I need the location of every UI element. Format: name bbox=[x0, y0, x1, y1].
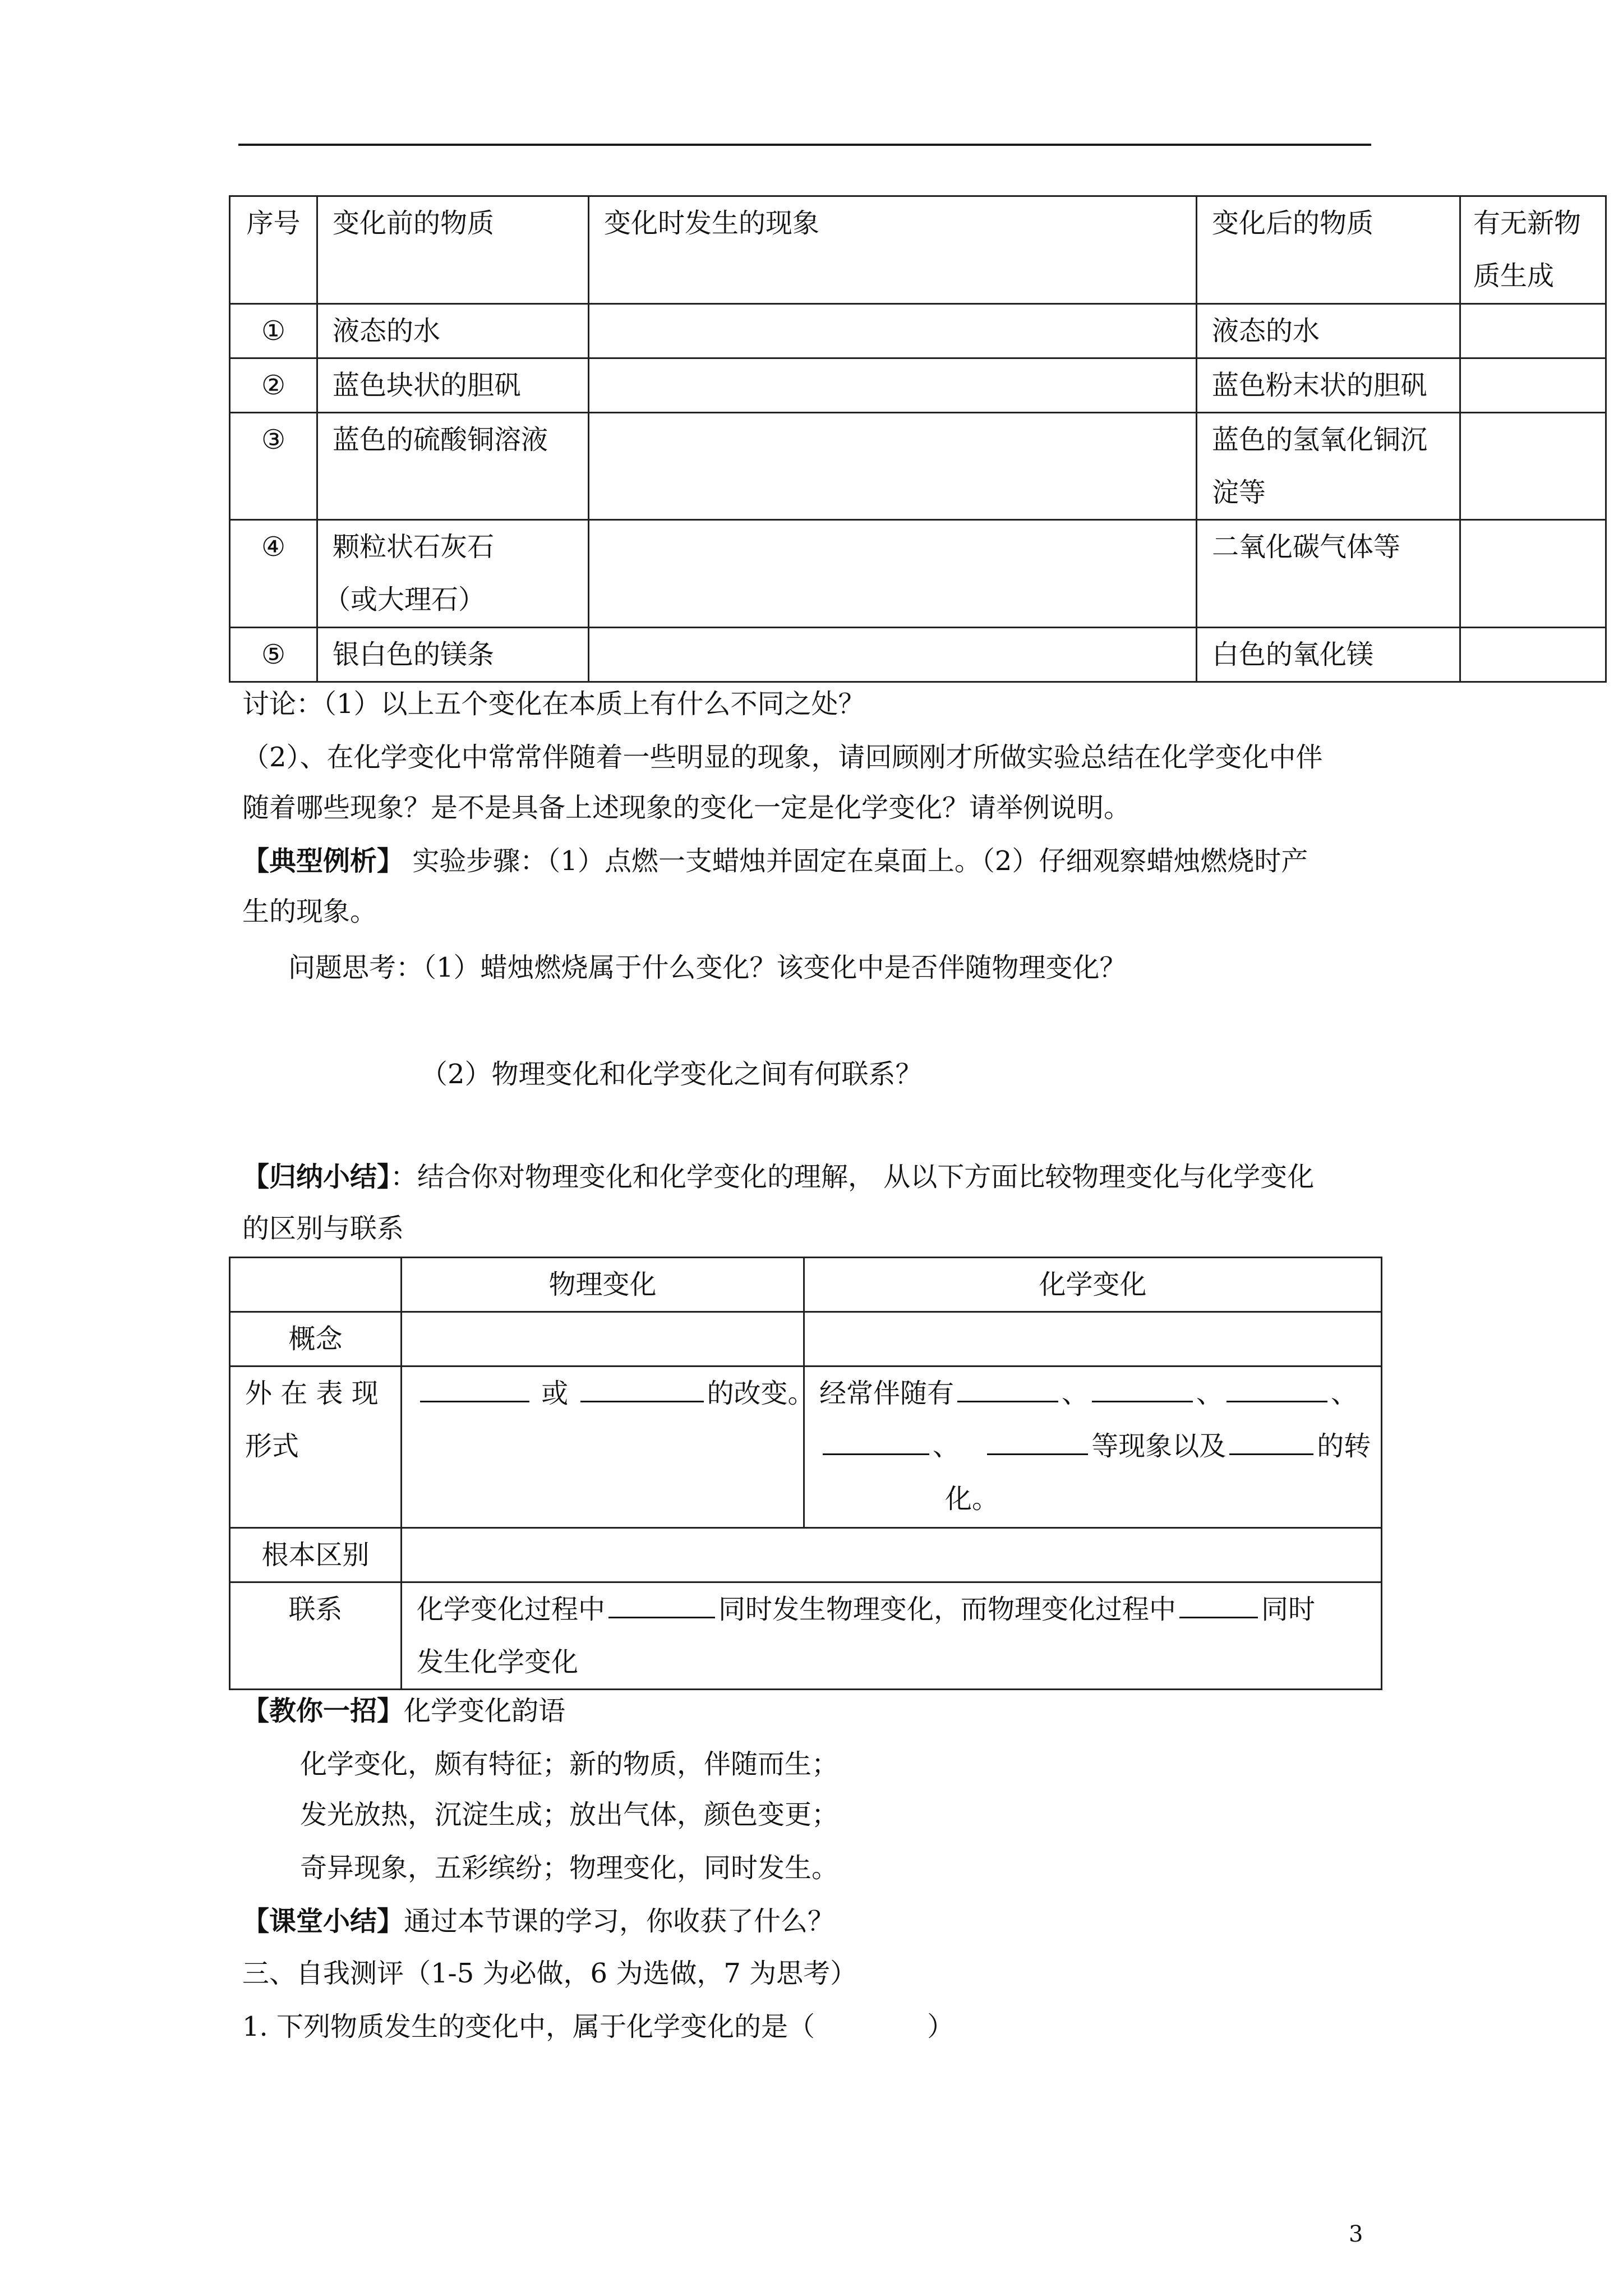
table-row bbox=[230, 1312, 1382, 1366]
self-test-heading: 三、自我测评（1-5 为必做，6 为选做，7 为思考） bbox=[242, 1958, 857, 1989]
header-rule bbox=[238, 144, 1371, 146]
link-text-d: 发生化学变化 bbox=[417, 1646, 579, 1678]
row-phenomenon bbox=[589, 358, 1197, 413]
or-text: 或 bbox=[541, 1378, 569, 1409]
page-number: 3 bbox=[1349, 2221, 1363, 2247]
fill-blank[interactable] bbox=[957, 1372, 1058, 1402]
row-before: 液态的水 bbox=[317, 304, 589, 358]
row-label-concept: 概念 bbox=[230, 1312, 402, 1366]
table-row bbox=[230, 520, 1606, 628]
concept-chemical bbox=[804, 1312, 1382, 1366]
row-index: ④ bbox=[230, 520, 317, 628]
concept-physical bbox=[402, 1312, 804, 1366]
change-text: 的改变。 bbox=[707, 1378, 815, 1409]
class-summary-label: 【课堂小结】 bbox=[242, 1906, 404, 1937]
think-question-2: （2）物理变化和化学变化之间有何联系？ bbox=[421, 1059, 923, 1090]
fill-blank[interactable] bbox=[420, 1372, 529, 1402]
header-physical-change: 物理变化 bbox=[402, 1258, 804, 1312]
example-paragraph bbox=[242, 844, 1308, 878]
rhyme-line-2: 发光放热，沉淀生成；放出气体，颜色变更； bbox=[300, 1799, 839, 1830]
header-phenomenon: 变化时发生的现象 bbox=[589, 196, 1197, 304]
link-text-c: 同时 bbox=[1261, 1594, 1316, 1625]
table-row bbox=[230, 413, 1606, 520]
separator: 、 bbox=[1331, 1378, 1358, 1409]
link-cell bbox=[402, 1582, 1382, 1690]
separator: 、 bbox=[933, 1430, 960, 1462]
example-text-b: 生的现象。 bbox=[242, 896, 377, 927]
row-before: 蓝色的硫酸铜溶液 bbox=[317, 413, 589, 520]
question-1-close: ） bbox=[927, 2011, 955, 2042]
row-label-difference: 根本区别 bbox=[230, 1528, 402, 1582]
fill-blank[interactable] bbox=[823, 1424, 929, 1455]
tips-heading bbox=[242, 1694, 565, 1728]
row-new-substance bbox=[1460, 413, 1606, 520]
table-row bbox=[230, 358, 1606, 413]
row-new-substance bbox=[1460, 304, 1606, 358]
header-new-substance: 有无新物质生成 bbox=[1460, 196, 1606, 304]
accompany-text: 经常伴随有 bbox=[819, 1378, 955, 1409]
row-phenomenon bbox=[589, 628, 1197, 682]
header-chemical-change: 化学变化 bbox=[804, 1258, 1382, 1312]
header-before: 变化前的物质 bbox=[317, 196, 589, 304]
row-after: 蓝色的氢氧化铜沉 淀等 bbox=[1197, 413, 1460, 520]
row-after: 液态的水 bbox=[1197, 304, 1460, 358]
fill-blank[interactable] bbox=[1179, 1588, 1258, 1618]
change-observation-table bbox=[229, 195, 1607, 683]
tips-label: 【教你一招】 bbox=[242, 1695, 404, 1727]
corner-cell bbox=[230, 1258, 402, 1312]
example-text-a: 实验步骤：（1）点燃一支蜡烛并固定在桌面上。（2）仔细观察蜡烛燃烧时产 bbox=[404, 845, 1308, 877]
row-index: ① bbox=[230, 304, 317, 358]
example-label: 【典型例析】 bbox=[242, 845, 404, 877]
row-before: 颗粒状石灰石 （或大理石） bbox=[317, 520, 589, 628]
table-row bbox=[230, 1528, 1382, 1582]
self-test-question-1 bbox=[242, 2010, 954, 2044]
row-phenomenon bbox=[589, 520, 1197, 628]
row-index: ② bbox=[230, 358, 317, 413]
comparison-header-row bbox=[230, 1258, 1382, 1312]
fill-blank[interactable] bbox=[608, 1588, 715, 1618]
separator: 、 bbox=[1196, 1378, 1224, 1409]
class-summary-text: 通过本节课的学习，你收获了什么？ bbox=[404, 1906, 835, 1937]
link-text-b: 同时发生物理变化，而物理变化过程中 bbox=[718, 1594, 1177, 1625]
row-phenomenon bbox=[589, 304, 1197, 358]
form-chemical bbox=[804, 1366, 1382, 1528]
row-before: 蓝色块状的胆矾 bbox=[317, 358, 589, 413]
row-new-substance bbox=[1460, 628, 1606, 682]
row-after: 二氧化碳气体等 bbox=[1197, 520, 1460, 628]
row-new-substance bbox=[1460, 358, 1606, 413]
row-label-form: 外 在 表 现 形式 bbox=[230, 1366, 402, 1528]
row-phenomenon bbox=[589, 413, 1197, 520]
table-row bbox=[230, 628, 1606, 682]
think-question-1: 问题思考：（1）蜡烛燃烧属于什么变化？该变化中是否伴随物理变化？ bbox=[288, 952, 1127, 983]
row-after: 蓝色粉末状的胆矾 bbox=[1197, 358, 1460, 413]
form-physical bbox=[402, 1366, 815, 1528]
header-index: 序号 bbox=[230, 196, 317, 304]
summary-text-a: ：结合你对物理变化和化学变化的理解， 从以下方面比较物理变化与化学变化 bbox=[390, 1161, 1315, 1193]
row-new-substance bbox=[1460, 520, 1606, 628]
summary-paragraph bbox=[242, 1160, 1314, 1194]
table-row bbox=[230, 1582, 1382, 1690]
table-row bbox=[230, 1366, 1382, 1528]
fill-blank[interactable] bbox=[1227, 1372, 1327, 1402]
fill-blank[interactable] bbox=[1092, 1372, 1193, 1402]
separator: 、 bbox=[1062, 1378, 1089, 1409]
discussion-q2a: （2）、在化学变化中常常伴随着一些明显的现象，请回顾刚才所做实验总结在化学变化中伴 bbox=[242, 742, 1323, 773]
row-label-link: 联系 bbox=[230, 1582, 402, 1690]
fill-blank[interactable] bbox=[1229, 1424, 1313, 1455]
discussion-q2b: 随着哪些现象？是不是具备上述现象的变化一定是化学变化？请举例说明。 bbox=[242, 792, 1131, 823]
discussion-q1: 讨论：（1）以上五个变化在本质上有什么不同之处？ bbox=[242, 688, 865, 720]
table-header-row bbox=[230, 196, 1606, 304]
table-row bbox=[230, 304, 1606, 358]
conversion-text: 的转 bbox=[1317, 1430, 1371, 1462]
tips-title: 化学变化韵语 bbox=[404, 1695, 566, 1727]
rhyme-line-3: 奇异现象，五彩缤纷；物理变化，同时发生。 bbox=[300, 1852, 839, 1884]
row-index: ③ bbox=[230, 413, 317, 520]
comparison-table bbox=[229, 1257, 1382, 1690]
row-index: ⑤ bbox=[230, 628, 317, 682]
class-summary bbox=[242, 1904, 834, 1938]
header-after: 变化后的物质 bbox=[1197, 196, 1460, 304]
row-after: 白色的氧化镁 bbox=[1197, 628, 1460, 682]
conversion-text-end: 化。 bbox=[945, 1483, 999, 1515]
question-1-text: 1. 下列物质发生的变化中，属于化学变化的是（ bbox=[242, 2011, 815, 2042]
summary-label: 【归纳小结】 bbox=[242, 1161, 391, 1193]
difference-cell bbox=[402, 1528, 1382, 1582]
rhyme-line-1: 化学变化，颇有特征；新的物质，伴随而生； bbox=[300, 1749, 839, 1780]
summary-text-b: 的区别与联系 bbox=[242, 1213, 404, 1244]
phenomena-text: 等现象以及 bbox=[1091, 1430, 1227, 1462]
row-before: 银白色的镁条 bbox=[317, 628, 589, 682]
fill-blank[interactable] bbox=[987, 1424, 1088, 1455]
fill-blank[interactable] bbox=[580, 1372, 704, 1402]
link-text-a: 化学变化过程中 bbox=[417, 1594, 606, 1625]
